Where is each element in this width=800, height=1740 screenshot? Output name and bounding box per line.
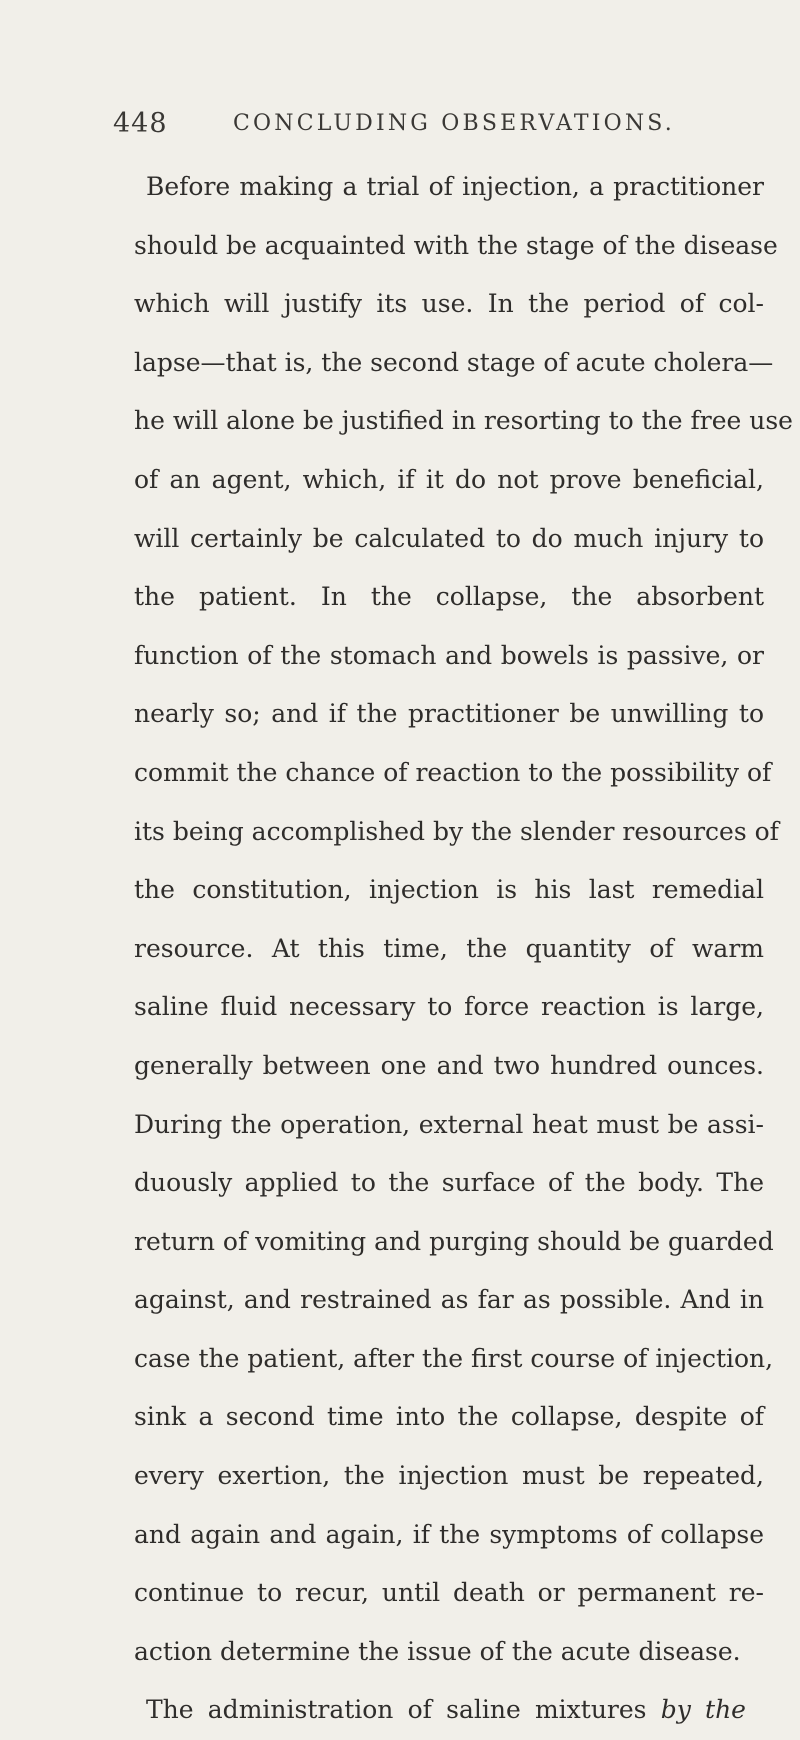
text-line: commit the chance of reaction to the possibility of (134, 757, 772, 787)
text-line: against, and restrained as far as possible. And in (134, 1285, 764, 1315)
text-line: During the operation, external heat must be assi- (134, 1109, 764, 1139)
text-line: nearly so; and if the practitioner be unwilling to (134, 699, 764, 729)
text-line: case the patient, after the first course of injection, (134, 1343, 774, 1373)
text-line: he will alone be justified in resorting to the free use (134, 406, 793, 436)
text-line: Before making a trial of injection, a practitioner (146, 172, 764, 201)
text-line: of an agent, which, if it do not prove beneficial, (134, 464, 764, 494)
running-head (113, 108, 773, 148)
text-line-start: The administration of saline mixtures (146, 1695, 661, 1725)
text-line: function of the stomach and bowels is passive, or (134, 640, 764, 670)
text-line: which will justify its use. In the period of col- (134, 289, 764, 319)
text-line: resource. At this time, the quantity of warm (134, 933, 764, 963)
text-line: should be acquainted with the stage of the disease (134, 230, 778, 260)
text-line (134, 1681, 746, 1740)
text-line: its being accomplished by the slender resources of (134, 816, 779, 846)
text-line: duously applied to the surface of the body. The (134, 1168, 764, 1198)
page-number: 448 (113, 108, 168, 139)
body-text (134, 158, 793, 1740)
running-head-title: CONCLUDING OBSERVATIONS. (233, 111, 675, 136)
text-line-italic: by the (660, 1695, 746, 1725)
text-line: action determine the issue of the acute disease. (134, 1636, 741, 1666)
text-line: sink a second time into the collapse, despite of (134, 1402, 764, 1432)
text-line: continue to recur, until death or permanent re- (134, 1578, 764, 1608)
text-line: saline fluid necessary to force reaction is large, (134, 992, 764, 1022)
text-line: generally between one and two hundred ounces. (134, 1050, 764, 1080)
text-line: the constitution, injection is his last remedial (134, 875, 764, 905)
text-line: lapse—that is, the second stage of acute cholera— (134, 347, 774, 377)
text-line: every exertion, the injection must be repeated, (134, 1461, 764, 1491)
text-line: and again and again, if the symptoms of collapse (134, 1519, 764, 1549)
text-line: the patient. In the collapse, the absorbent (134, 582, 764, 612)
text-line: will certainly be calculated to do much injury to (134, 523, 764, 553)
text-line: return of vomiting and purging should be guarded (134, 1226, 774, 1256)
